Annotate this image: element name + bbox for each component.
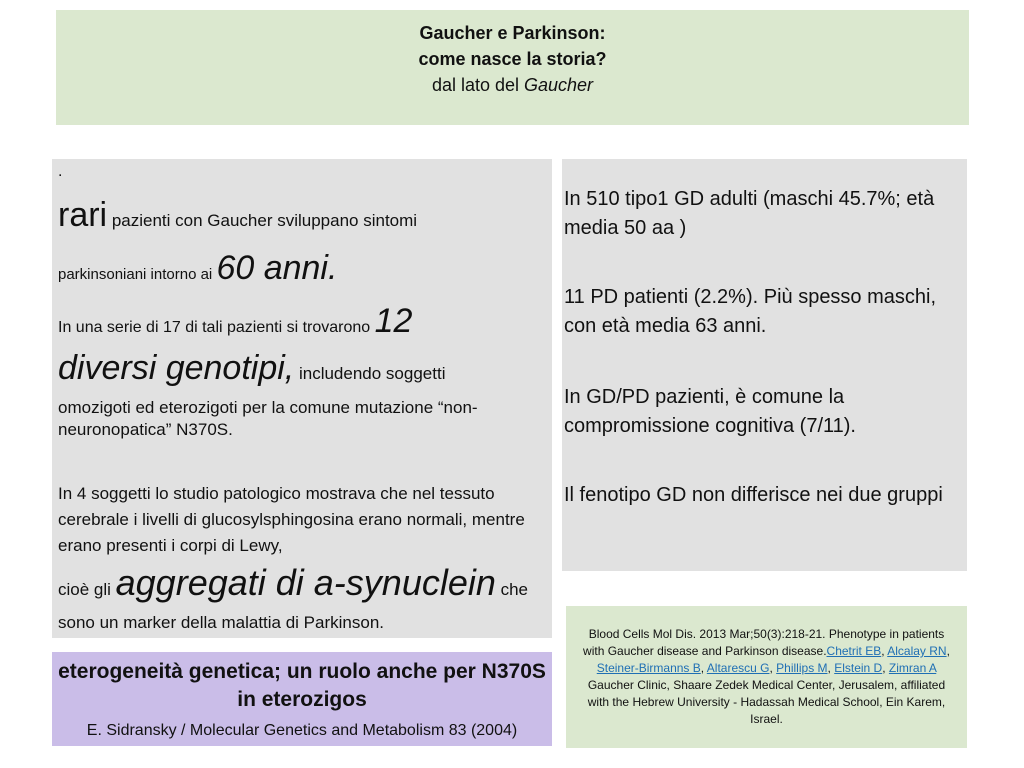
aggregati-text: aggregati di a-synuclein — [115, 562, 496, 603]
reference-citation: Blood Cells Mol Dis. 2013 Mar;50(3):218-21. Phenotype in patients with Gaucher disease and Parkinson disease. — [583, 627, 945, 658]
title-line-2: come nasce la storia? — [418, 49, 607, 69]
right-paragraph-4: Il fenotipo GD non differisce nei due gruppi — [564, 484, 943, 506]
author-link-2[interactable]: Alcalay RN — [887, 644, 947, 658]
author-link-7[interactable]: Zimran A — [888, 661, 937, 675]
serie-text: In una serie di 17 di tali pazienti si trovarono — [58, 319, 375, 336]
reference-affiliation: Gaucher Clinic, Shaare Zedek Medical Center, Jerusalem, affiliated with the Hebrew University - Hadassah Medical School, Ein Karem, Israel. — [587, 678, 946, 726]
marker-text: sono un marker della malattia di Parkinson. — [58, 613, 384, 632]
author-link-5[interactable]: Phillips M — [776, 661, 828, 675]
right-paragraph-2: 11 PD patienti (2.2%). Più spesso maschi, con età media 63 anni. — [564, 286, 937, 337]
author-link-4[interactable]: Altarescu G — [706, 661, 770, 675]
cioe-text: cioè gli — [58, 580, 116, 599]
twelve-number: 12 — [374, 302, 413, 340]
title-box — [56, 10, 969, 125]
paragraph-rari — [58, 195, 544, 242]
right-paragraph-3: In GD/PD pazienti, è comune la compromissione cognitiva (7/11). — [564, 386, 856, 437]
highlight-box — [52, 652, 552, 746]
che-text: che — [495, 580, 529, 599]
paragraph-age — [58, 248, 544, 295]
highlight-source: E. Sidransky / Molecular Genetics and Metabolism 83 (2004) — [86, 722, 518, 739]
age-sixty: 60 anni. — [216, 249, 338, 287]
title-line-1: Gaucher e Parkinson: — [419, 23, 606, 43]
author-link-1[interactable]: Chetrit EB — [826, 644, 882, 658]
studio-text: In 4 soggetti lo studio patologico mostrava che nel tessuto cerebrale i livelli di glucosylsphingosina erano normali, mentre erano presenti i corpi di Lewy, — [58, 484, 525, 555]
bullet-dot: . — [58, 163, 63, 180]
right-paragraph-1: In 510 tipo1 GD adulti (maschi 45.7%; età media 50 aa ) — [564, 188, 935, 239]
left-text-box — [52, 159, 552, 638]
diversi-genotipi: diversi genotipi, — [58, 349, 295, 387]
parkinsoniani-text: parkinsoniani intorno ai — [58, 266, 217, 283]
author-link-6[interactable]: Elstein D — [834, 661, 883, 675]
reference-box: Blood Cells Mol Dis. 2013 Mar;50(3):218-21. Phenotype in patients with Gaucher disease and Parkinson disease.Chetrit EB, Alcalay RN, Steiner-Birmanns B, Altarescu G, Phillips M, Elstein D, Zimran A Gaucher Clinic, Shaare Zedek Medical Center, Jerusalem, affiliated with the Hebrew University - Hadassah Medical School, Ein Karem, Israel. — [566, 606, 967, 748]
highlight-title: eterogeneità genetica; un ruolo anche per N370S in eterozigos — [58, 660, 546, 711]
paragraph-serie — [58, 301, 544, 395]
rari-rest: pazienti con Gaucher sviluppano sintomi — [107, 211, 418, 230]
right-text-box — [562, 159, 967, 571]
rari-word: rari — [58, 196, 108, 234]
title-line-3-prefix: dal lato del — [431, 75, 525, 95]
omozigoti-text: omozigoti ed eterozigoti per la comune mutazione “non-neuronopatica” N370S. — [58, 398, 478, 439]
paragraph-aggregati — [58, 561, 544, 613]
title-gaucher-italic: Gaucher — [524, 75, 594, 95]
author-link-3[interactable]: Steiner-Birmanns B — [596, 661, 701, 675]
includendo-text: includendo soggetti — [294, 364, 446, 383]
title-line-3 — [56, 72, 969, 98]
